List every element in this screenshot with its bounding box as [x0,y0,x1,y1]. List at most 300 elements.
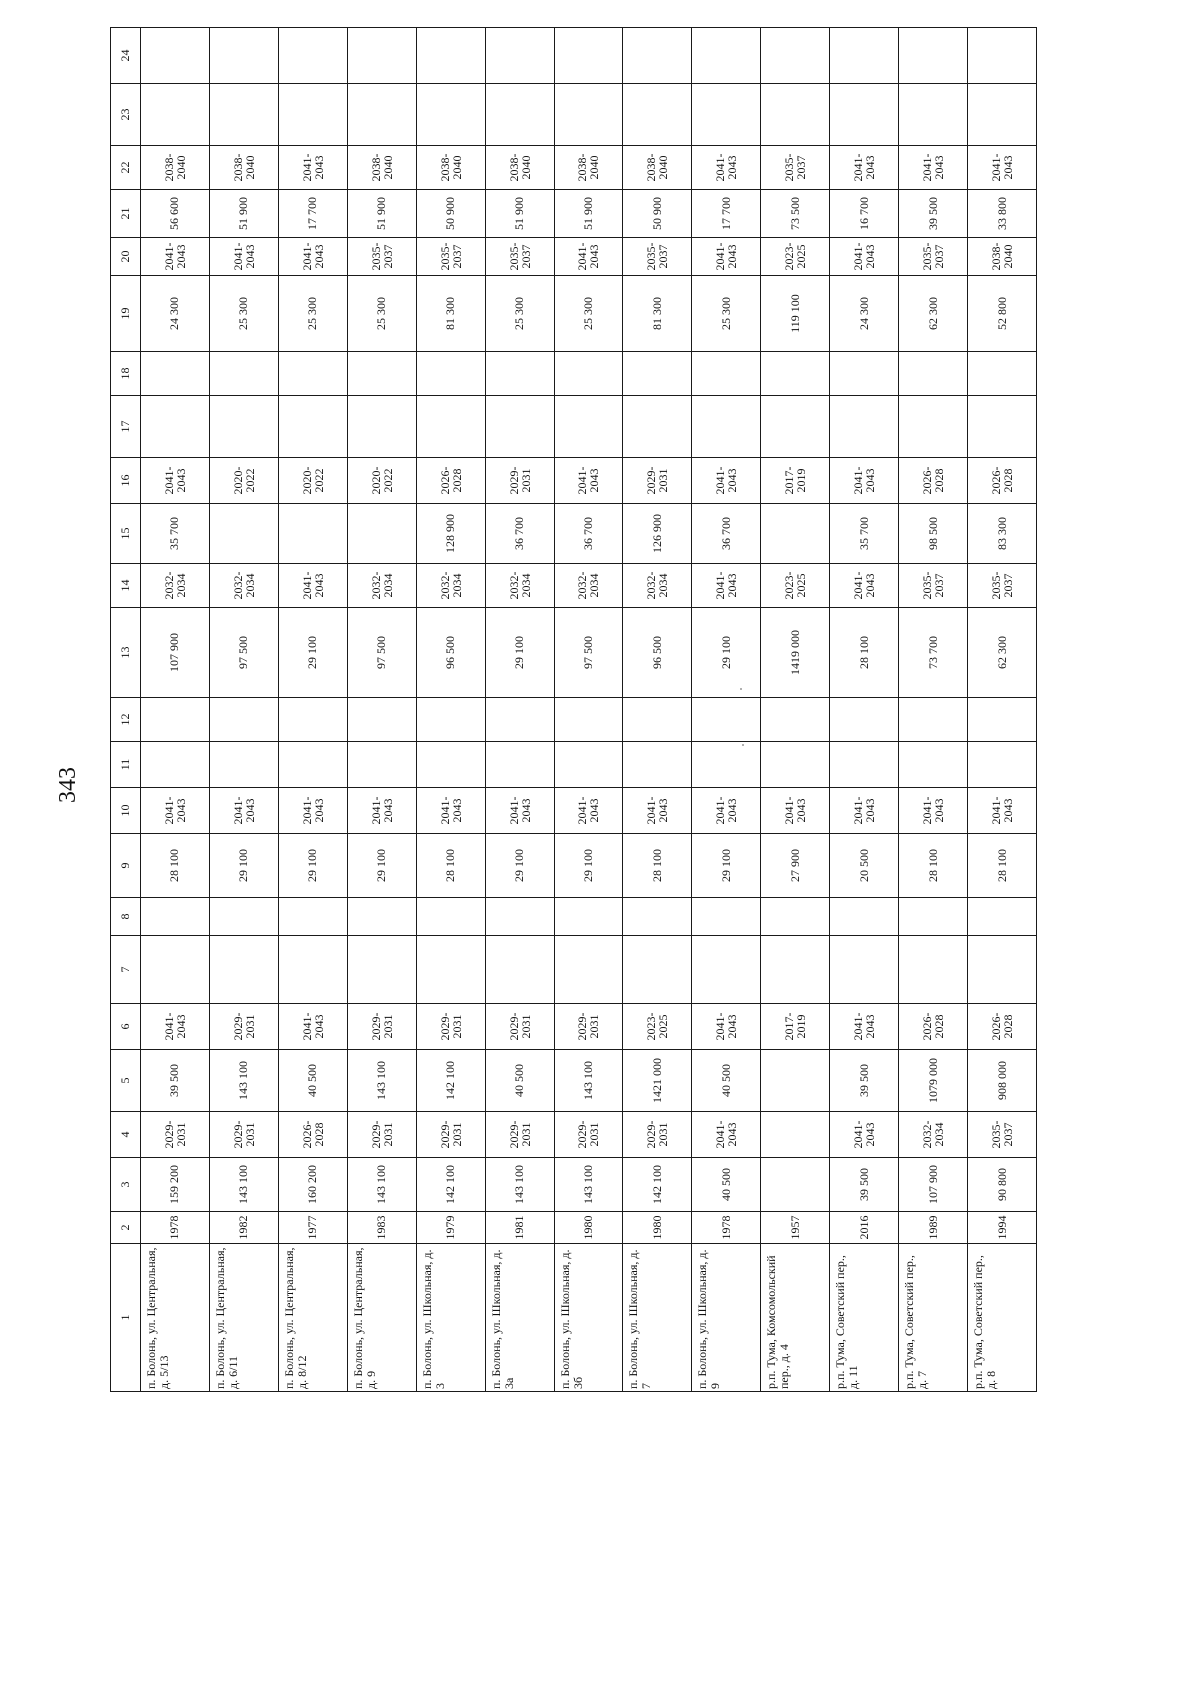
table-cell: 2016 [830,1212,899,1244]
table-cell [692,898,761,936]
table-cell: 2041-2043 [692,458,761,504]
table-cell [692,698,761,742]
table-cell [761,352,830,396]
table-cell: 1980 [623,1212,692,1244]
column-number: 17 [111,396,141,458]
table-cell: 97 500 [554,608,623,698]
table-cell: 2041-2043 [554,458,623,504]
table-cell [968,936,1037,1004]
table-cell: 25 300 [347,276,416,352]
address-cell: р.п. Тума, Советский пер., д. 7 [899,1244,968,1392]
address-cell: п. Болонь, ул. Центральная, д. 6/11 [209,1244,278,1392]
table-cell [278,698,347,742]
table-cell: 39 500 [899,190,968,238]
column-number: 12 [111,698,141,742]
table-cell: 126 900 [623,504,692,564]
page-number: 343 [55,767,81,803]
table-cell: 96 500 [623,608,692,698]
table-cell [899,84,968,146]
table-cell: 2041-2043 [278,788,347,834]
table-cell [899,352,968,396]
table-cell [347,352,416,396]
table-cell: 39 500 [141,1050,210,1112]
table-cell [278,84,347,146]
column-number: 10 [111,788,141,834]
table-cell [347,84,416,146]
table-cell: 56 600 [141,190,210,238]
column-number: 23 [111,84,141,146]
table-cell [141,698,210,742]
table-cell [209,504,278,564]
table-cell [554,396,623,458]
table-cell [623,898,692,936]
column-number: 11 [111,742,141,788]
table-cell: 62 300 [899,276,968,352]
table-cell: 2041-2043 [692,564,761,608]
table-cell: 1421 000 [623,1050,692,1112]
table-row [623,28,692,1392]
table-cell: 1979 [416,1212,485,1244]
table-cell: 2020-2022 [209,458,278,504]
table-cell: 24 300 [830,276,899,352]
table-cell: 2041-2043 [416,788,485,834]
table-cell: 2023-2025 [761,238,830,276]
table-cell: 908 000 [968,1050,1037,1112]
table-cell: 51 900 [485,190,554,238]
table-cell: 143 100 [209,1158,278,1212]
table-cell [209,28,278,84]
table-cell: 2041-2043 [209,788,278,834]
column-number: 20 [111,238,141,276]
table-cell [830,28,899,84]
table-cell: 2041-2043 [623,788,692,834]
address-cell: п. Болонь, ул. Школьная, д. 3а [485,1244,554,1392]
table-cell [416,936,485,1004]
table-cell [761,936,830,1004]
table-cell [761,84,830,146]
table-cell [968,698,1037,742]
table-cell: 35 700 [141,504,210,564]
table-cell: 28 100 [416,834,485,898]
table-cell: 2032-2034 [554,564,623,608]
table-cell [209,698,278,742]
table-cell [347,936,416,1004]
table-cell: 2038-2040 [416,146,485,190]
column-number-row [111,28,141,1392]
table-cell [485,898,554,936]
table-cell [141,742,210,788]
table-cell: 159 200 [141,1158,210,1212]
column-number: 18 [111,352,141,396]
table-cell [692,396,761,458]
table-cell [141,898,210,936]
table-cell [416,698,485,742]
table-cell: 2029-2031 [141,1112,210,1158]
column-number: 16 [111,458,141,504]
table-cell [968,84,1037,146]
table-cell [278,352,347,396]
table-cell: 2041-2043 [899,146,968,190]
table-cell [623,742,692,788]
column-number: 2 [111,1212,141,1244]
table-cell [761,504,830,564]
table-cell: 1994 [968,1212,1037,1244]
table-cell: 2041-2043 [141,458,210,504]
table-cell [485,84,554,146]
table-row [347,28,416,1392]
table-cell [899,742,968,788]
table-cell [623,936,692,1004]
table-cell [554,84,623,146]
table-cell: 83 300 [968,504,1037,564]
table-cell: 2020-2022 [347,458,416,504]
address-cell: п. Болонь, ул. Центральная, д. 8/12 [278,1244,347,1392]
table-cell [968,352,1037,396]
table-cell: 2032-2034 [623,564,692,608]
table-cell: 2029-2031 [485,458,554,504]
table-cell: 40 500 [278,1050,347,1112]
table-row [968,28,1037,1392]
table-cell: 2035-2037 [968,1112,1037,1158]
table-cell [899,936,968,1004]
table-cell: 2029-2031 [347,1112,416,1158]
table-cell: 2041-2043 [692,788,761,834]
table-cell: 1419 000 [761,608,830,698]
table-cell [761,396,830,458]
table-cell: 35 700 [830,504,899,564]
table-cell: 29 100 [554,834,623,898]
table-cell: 2041-2043 [278,564,347,608]
table-cell: 25 300 [485,276,554,352]
table-cell: 73 500 [761,190,830,238]
column-number: 7 [111,936,141,1004]
table-cell [347,28,416,84]
table-cell [209,742,278,788]
table-cell: 29 100 [485,608,554,698]
table-cell: 2032-2034 [209,564,278,608]
table-cell [485,742,554,788]
table-cell: 40 500 [692,1158,761,1212]
scan-speck [740,688,742,690]
table-cell: 28 100 [141,834,210,898]
table-cell [416,352,485,396]
table-cell: 2041-2043 [141,238,210,276]
table-cell [554,936,623,1004]
table-cell [141,936,210,1004]
table-cell [968,898,1037,936]
table-cell: 2041-2043 [692,1112,761,1158]
table-cell: 1989 [899,1212,968,1244]
table-cell: 2029-2031 [209,1004,278,1050]
table-cell [968,28,1037,84]
table-cell: 2032-2034 [485,564,554,608]
table-cell: 143 100 [554,1158,623,1212]
table-cell: 2020-2022 [278,458,347,504]
table-cell: 2038-2040 [485,146,554,190]
address-cell: п. Болонь, ул. Центральная, д. 9 [347,1244,416,1392]
table-row [278,28,347,1392]
table-cell: 2038-2040 [968,238,1037,276]
table-cell: 39 500 [830,1050,899,1112]
table-cell: 25 300 [209,276,278,352]
table-cell: 2041-2043 [141,1004,210,1050]
table-cell: 40 500 [692,1050,761,1112]
table-cell [416,742,485,788]
table-cell: 1980 [554,1212,623,1244]
table-cell: 2032-2034 [347,564,416,608]
table-cell: 2035-2037 [761,146,830,190]
table-cell: 17 700 [278,190,347,238]
table-cell [209,396,278,458]
table-cell: 1977 [278,1212,347,1244]
table-cell: 2032-2034 [141,564,210,608]
table-cell: 2035-2037 [347,238,416,276]
column-number: 24 [111,28,141,84]
table-cell [347,742,416,788]
table-cell [485,352,554,396]
table-cell [141,352,210,396]
table-cell [141,396,210,458]
table-cell [692,742,761,788]
table-cell: 143 100 [554,1050,623,1112]
table-cell: 2035-2037 [899,564,968,608]
table-cell: 2041-2043 [209,238,278,276]
table-cell: 1079 000 [899,1050,968,1112]
table-cell: 2041-2043 [830,238,899,276]
table-cell [416,898,485,936]
table-cell: 119 100 [761,276,830,352]
table-cell: 2029-2031 [485,1112,554,1158]
table-cell: 2041-2043 [830,146,899,190]
column-number: 15 [111,504,141,564]
table-cell: 128 900 [416,504,485,564]
table-cell [899,28,968,84]
table-cell: 142 100 [623,1158,692,1212]
table-cell: 142 100 [416,1158,485,1212]
table-cell [554,698,623,742]
table-row [141,28,210,1392]
table-cell [623,352,692,396]
table-cell: 2041-2043 [830,1004,899,1050]
column-number: 9 [111,834,141,898]
table-cell: 2017-2019 [761,1004,830,1050]
table-cell: 2035-2037 [485,238,554,276]
table-cell [761,1050,830,1112]
column-number: 19 [111,276,141,352]
table-cell: 2032-2034 [416,564,485,608]
table-cell [830,396,899,458]
table-cell: 2041-2043 [830,458,899,504]
table-cell [899,396,968,458]
scan-speck [742,744,744,746]
table-cell: 2041-2043 [554,238,623,276]
table-cell: 97 500 [347,608,416,698]
table-cell [830,698,899,742]
table-cell: 29 100 [209,834,278,898]
table-cell: 90 800 [968,1158,1037,1212]
table-cell: 29 100 [692,834,761,898]
table-cell: 2041-2043 [830,1112,899,1158]
table-cell [692,28,761,84]
address-cell: п. Болонь, ул. Центральная, д. 5/13 [141,1244,210,1392]
table-cell: 143 100 [485,1158,554,1212]
table-cell [554,28,623,84]
table-cell [830,352,899,396]
table-cell [623,698,692,742]
table-cell: 143 100 [347,1158,416,1212]
table-cell [209,936,278,1004]
table-cell: 2026-2028 [416,458,485,504]
address-cell: р.п. Тума, Советский пер., д. 8 [968,1244,1037,1392]
table-cell [692,936,761,1004]
table-cell [278,28,347,84]
table-cell: 143 100 [209,1050,278,1112]
table-cell: 143 100 [347,1050,416,1112]
table-cell: 29 100 [485,834,554,898]
table-cell [209,898,278,936]
table-cell [141,84,210,146]
table-cell: 1957 [761,1212,830,1244]
table-cell: 160 200 [278,1158,347,1212]
table-cell: 25 300 [692,276,761,352]
table-cell [347,698,416,742]
table-cell: 36 700 [692,504,761,564]
table-cell: 40 500 [485,1050,554,1112]
table-cell: 16 700 [830,190,899,238]
table-cell [761,1158,830,1212]
table-cell: 27 900 [761,834,830,898]
table-cell: 39 500 [830,1158,899,1212]
table-cell: 2035-2037 [968,564,1037,608]
table-cell: 2026-2028 [899,458,968,504]
column-number: 14 [111,564,141,608]
table-cell: 2029-2031 [554,1004,623,1050]
table-cell: 107 900 [141,608,210,698]
table-cell: 2041-2043 [692,146,761,190]
table-cell [278,504,347,564]
table-cell: 81 300 [416,276,485,352]
table-cell: 2038-2040 [141,146,210,190]
table-cell: 29 100 [692,608,761,698]
table-cell: 25 300 [554,276,623,352]
table-cell: 2041-2043 [692,1004,761,1050]
address-cell: р.п. Тума, Советский пер., д. 11 [830,1244,899,1392]
table-cell: 50 900 [623,190,692,238]
table-cell: 28 100 [830,608,899,698]
table-cell: 2041-2043 [278,146,347,190]
table-row [416,28,485,1392]
address-cell: п. Болонь, ул. Школьная, д. 9 [692,1244,761,1392]
table-cell: 2038-2040 [623,146,692,190]
table-cell: 1982 [209,1212,278,1244]
table-cell: 51 900 [554,190,623,238]
table-cell [485,396,554,458]
column-number: 3 [111,1158,141,1212]
table-row [485,28,554,1392]
table-cell [554,742,623,788]
table-cell [830,742,899,788]
table-cell: 1978 [141,1212,210,1244]
table-cell: 25 300 [278,276,347,352]
table-row [761,28,830,1392]
table-cell: 2029-2031 [554,1112,623,1158]
table-cell: 2041-2043 [278,1004,347,1050]
table-row [209,28,278,1392]
table-cell [830,936,899,1004]
table-row [830,28,899,1392]
table-cell: 2029-2031 [485,1004,554,1050]
table-cell: 51 900 [347,190,416,238]
table-cell: 2032-2034 [899,1112,968,1158]
table-cell [830,84,899,146]
table-body [141,28,1037,1392]
table-cell: 2041-2043 [830,788,899,834]
register-table [110,27,1037,1392]
table-cell [623,396,692,458]
table-cell: 33 800 [968,190,1037,238]
table-cell: 2041-2043 [554,788,623,834]
table-cell: 2023-2025 [761,564,830,608]
table-cell [141,28,210,84]
table-cell [347,898,416,936]
table-cell: 2041-2043 [899,788,968,834]
table-cell [278,742,347,788]
table-cell [761,898,830,936]
table-cell: 29 100 [347,834,416,898]
column-number: 13 [111,608,141,698]
table-cell: 20 500 [830,834,899,898]
table-cell: 2041-2043 [485,788,554,834]
table-cell [554,352,623,396]
table-cell: 2038-2040 [554,146,623,190]
table-cell: 2029-2031 [347,1004,416,1050]
table-cell [623,84,692,146]
rotated-table-wrapper [110,48,1037,1392]
table-cell [416,396,485,458]
table-cell [554,898,623,936]
table-cell: 2038-2040 [209,146,278,190]
table-cell [485,28,554,84]
table-cell: 51 900 [209,190,278,238]
table-cell: 2041-2043 [278,238,347,276]
table-cell: 2041-2043 [347,788,416,834]
column-number: 22 [111,146,141,190]
table-cell: 24 300 [141,276,210,352]
column-number: 5 [111,1050,141,1112]
column-number: 1 [111,1244,141,1392]
table-cell [761,698,830,742]
table-cell: 2035-2037 [416,238,485,276]
table-cell [899,898,968,936]
table-cell: 2035-2037 [623,238,692,276]
table-cell [485,698,554,742]
table-cell: 29 100 [278,608,347,698]
table-cell: 2029-2031 [416,1004,485,1050]
table-cell: 1983 [347,1212,416,1244]
table-cell: 62 300 [968,608,1037,698]
table-cell [347,396,416,458]
table-row [692,28,761,1392]
table-cell: 1981 [485,1212,554,1244]
table-cell: 97 500 [209,608,278,698]
table-cell: 2029-2031 [209,1112,278,1158]
table-cell [830,898,899,936]
table-cell [278,936,347,1004]
table-cell [692,352,761,396]
table-cell [416,84,485,146]
column-number: 6 [111,1004,141,1050]
table-cell: 98 500 [899,504,968,564]
